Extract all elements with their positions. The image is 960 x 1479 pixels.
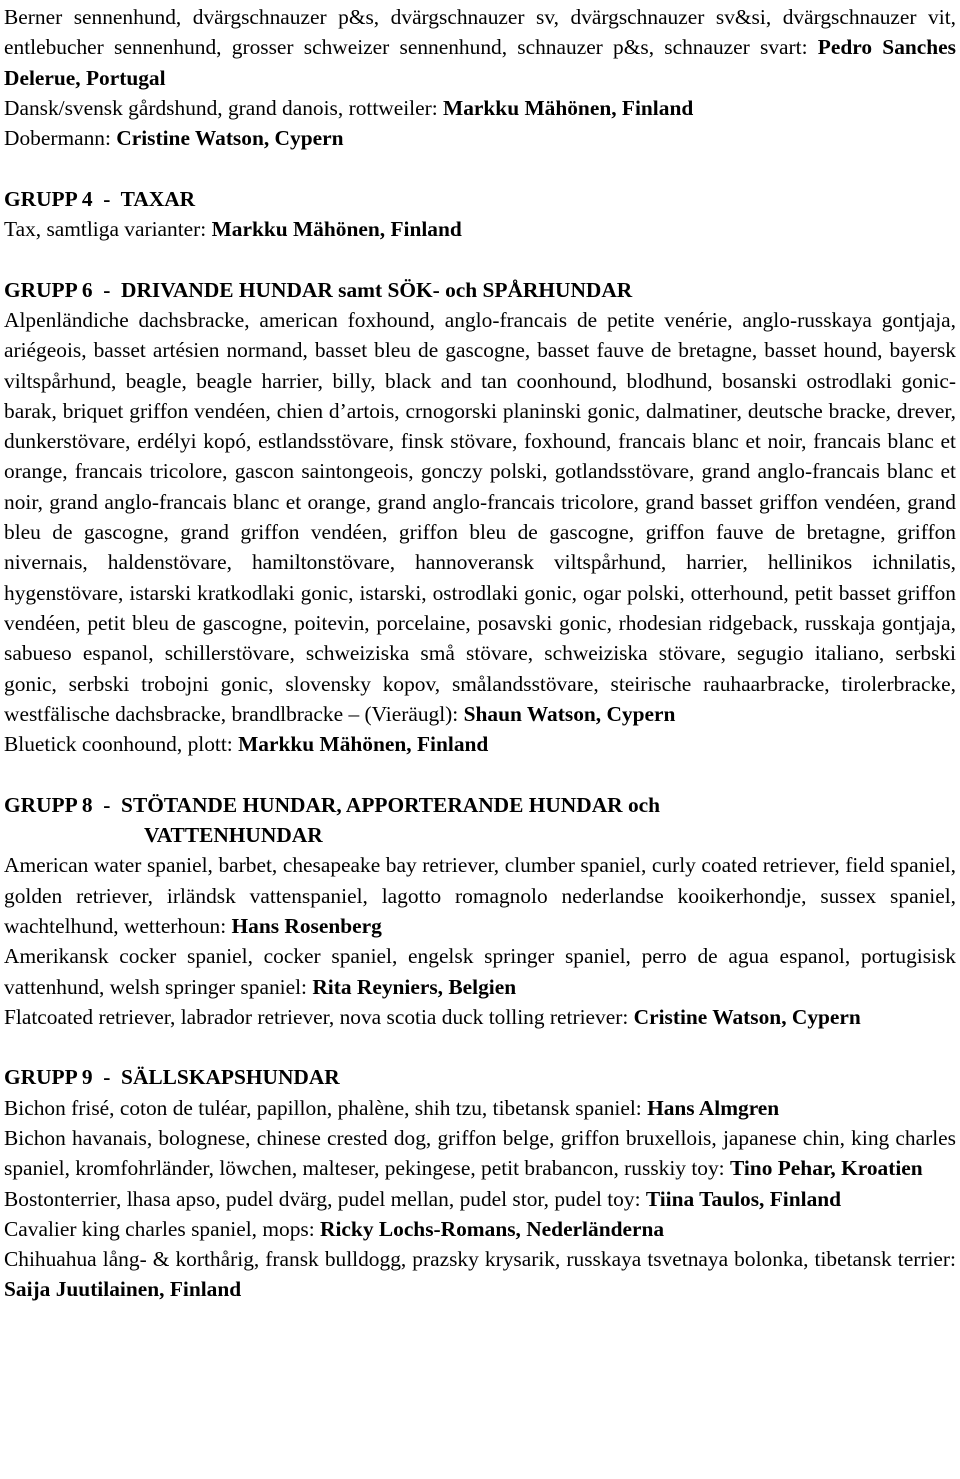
judge-name: Cristine Watson, Cypern: [116, 126, 344, 151]
judge-name: Cristine Watson, Cypern: [633, 1004, 861, 1029]
breed-entry: [4, 214, 956, 244]
breed-entry: [4, 2, 956, 93]
judge-name: Shaun Watson, Cypern: [463, 701, 676, 726]
judge-name: Rita Reyniers, Belgien: [312, 974, 517, 999]
group-8-heading: GRUPP 8 - STÖTANDE HUNDAR, APPORTERANDE HUNDAR och: [4, 792, 661, 817]
breed-list: Dobermann:: [4, 126, 117, 151]
breed-list: Bichon havanais, bolognese, chinese crested dog, griffon belge, griffon bruxellois, japanese chin, king charles spaniel, kromfohrländer, löwchen, malteser, pekingese, petit brabancon, russkiy toy:: [4, 1125, 956, 1181]
breed-list: Berner sennenhund, dvärgschnauzer p&s, dvärgschnauzer sv, dvärgschnauzer sv&si, dvärgschnauzer vit, entlebucher sennenhund, grosser schweizer sennenhund, schnauzer p&s, schnauzer svart:: [4, 5, 956, 60]
breed-entry: [4, 123, 956, 153]
group-4-heading: GRUPP 4 - TAXAR: [4, 186, 196, 211]
judge-name: Markku Mähönen, Finland: [211, 217, 462, 242]
breed-entry: [4, 850, 956, 941]
breed-entry: [4, 1184, 956, 1214]
breed-list: Bluetick coonhound, plott:: [4, 732, 239, 757]
judge-name: Saija Juutilainen, Finland: [4, 1277, 242, 1302]
breed-list: Amerikansk cocker spaniel, cocker spaniel, engelsk springer spaniel, perro de agua espanol, portugisisk vattenhund, welsh springer spaniel:: [4, 944, 956, 999]
breed-list: Chihuahua lång- & korthårig, fransk bulldogg, prazsky krysarik, russkaya tsvetnaya bolonka, tibetansk terrier:: [4, 1247, 956, 1272]
judge-name: Markku Mähönen, Finland: [238, 732, 489, 757]
breed-entry: [4, 1214, 956, 1244]
breed-entry: [4, 941, 956, 1002]
group-8-heading-cont: VATTENHUNDAR: [144, 823, 323, 848]
breed-list: Flatcoated retriever, labrador retriever, nova scotia duck tolling retriever:: [4, 1004, 634, 1029]
breed-list: Bichon frisé, coton de tuléar, papillon, phalène, shih tzu, tibetansk spaniel:: [4, 1095, 648, 1120]
breed-entry: [4, 1123, 956, 1184]
breed-list: Tax, samtliga varianter:: [4, 217, 212, 242]
breed-list: American water spaniel, barbet, chesapeake bay retriever, clumber spaniel, curly coated retriever, field spaniel, golden retriever, irländsk vattenspaniel, lagotto romagnolo nederlandse kooikerhondje, sussex spaniel, wachtelhund, wetterhoun:: [4, 853, 956, 938]
judge-name: Hans Rosenberg: [231, 913, 382, 938]
breed-entry: [4, 1244, 956, 1305]
breed-entry: [4, 93, 956, 123]
group-9-heading: GRUPP 9 - SÄLLSKAPSHUNDAR: [4, 1065, 340, 1090]
breed-list: Dansk/svensk gårdshund, grand danois, rottweiler:: [4, 95, 444, 120]
breed-entry: [4, 1093, 956, 1123]
document-page: [4, 2, 956, 1305]
breed-entry: [4, 1002, 956, 1032]
judge-name: Hans Almgren: [647, 1095, 780, 1120]
breed-list: Bostonterrier, lhasa apso, pudel dvärg, pudel mellan, pudel stor, pudel toy:: [4, 1186, 646, 1211]
breed-entry: [4, 305, 956, 729]
breed-list: Cavalier king charles spaniel, mops:: [4, 1216, 321, 1241]
judge-name: Pedro Sanches Delerue, Portugal: [4, 35, 956, 90]
judge-name: Ricky Lochs-Romans, Nederländerna: [320, 1216, 665, 1241]
judge-name: Tiina Taulos, Finland: [645, 1186, 842, 1211]
judge-name: Markku Mähönen, Finland: [443, 95, 694, 120]
group-6-heading: GRUPP 6 - DRIVANDE HUNDAR samt SÖK- och SPÅRHUNDAR: [4, 277, 633, 302]
judge-name: Tino Pehar, Kroatien: [729, 1156, 923, 1181]
breed-entry: [4, 729, 956, 759]
breed-list: Alpenländiche dachsbracke, american foxhound, anglo-francais de petite venérie, anglo-russkaya gontjaja, ariégeois, basset artésien normand, basset bleu de gascogne, basset fauve de bretagne, basset hound, bayersk viltspårhund, beagle, beagle harrier, billy, black and tan coonhound, blodhund, bosanski ostrodlaki gonic-barak, briquet griffon vendéen, chien d’artois, crnogorski planinski gonic, dalmatiner, deutsche bracke, drever, dunkerstövare, erdélyi kopó, estlandsstövare, finsk stövare, foxhound, francais blanc et noir, francais blanc et orange, francais tricolore, gascon saintongeois, gonczy polski, gotlandsstövare, grand anglo-francais blanc et noir, grand anglo-francais blanc et orange, grand anglo-francais tricolore, grand basset griffon vendéen, grand bleu de gascogne, grand griffon vendéen, griffon bleu de gascogne, griffon fauve de bretagne, griffon nivernais, haldenstövare, hamiltonstövare, hannoveransk viltspårhund, harrier, hellinikos ichnilatis, hygenstövare, istarski kratkodlaki gonic, istarski, ostrodlaki gonic, ogar polski, otterhound, petit basset griffon vendéen, petit bleu de gascogne, poitevin, porcelaine, posavski gonic, rhodesian ridgeback, russkaja gontjaja, sabueso espanol, schillerstövare, schweiziska små stövare, schweiziska stövare, segugio italiano, serbski gonic, serbski trobojni gonic, slovensky kopov, smålandsstövare, steirische rauhaarbracke, tirolerbracke, westfälische dachsbracke, brandlbracke – (Vieräugl):: [4, 307, 956, 726]
